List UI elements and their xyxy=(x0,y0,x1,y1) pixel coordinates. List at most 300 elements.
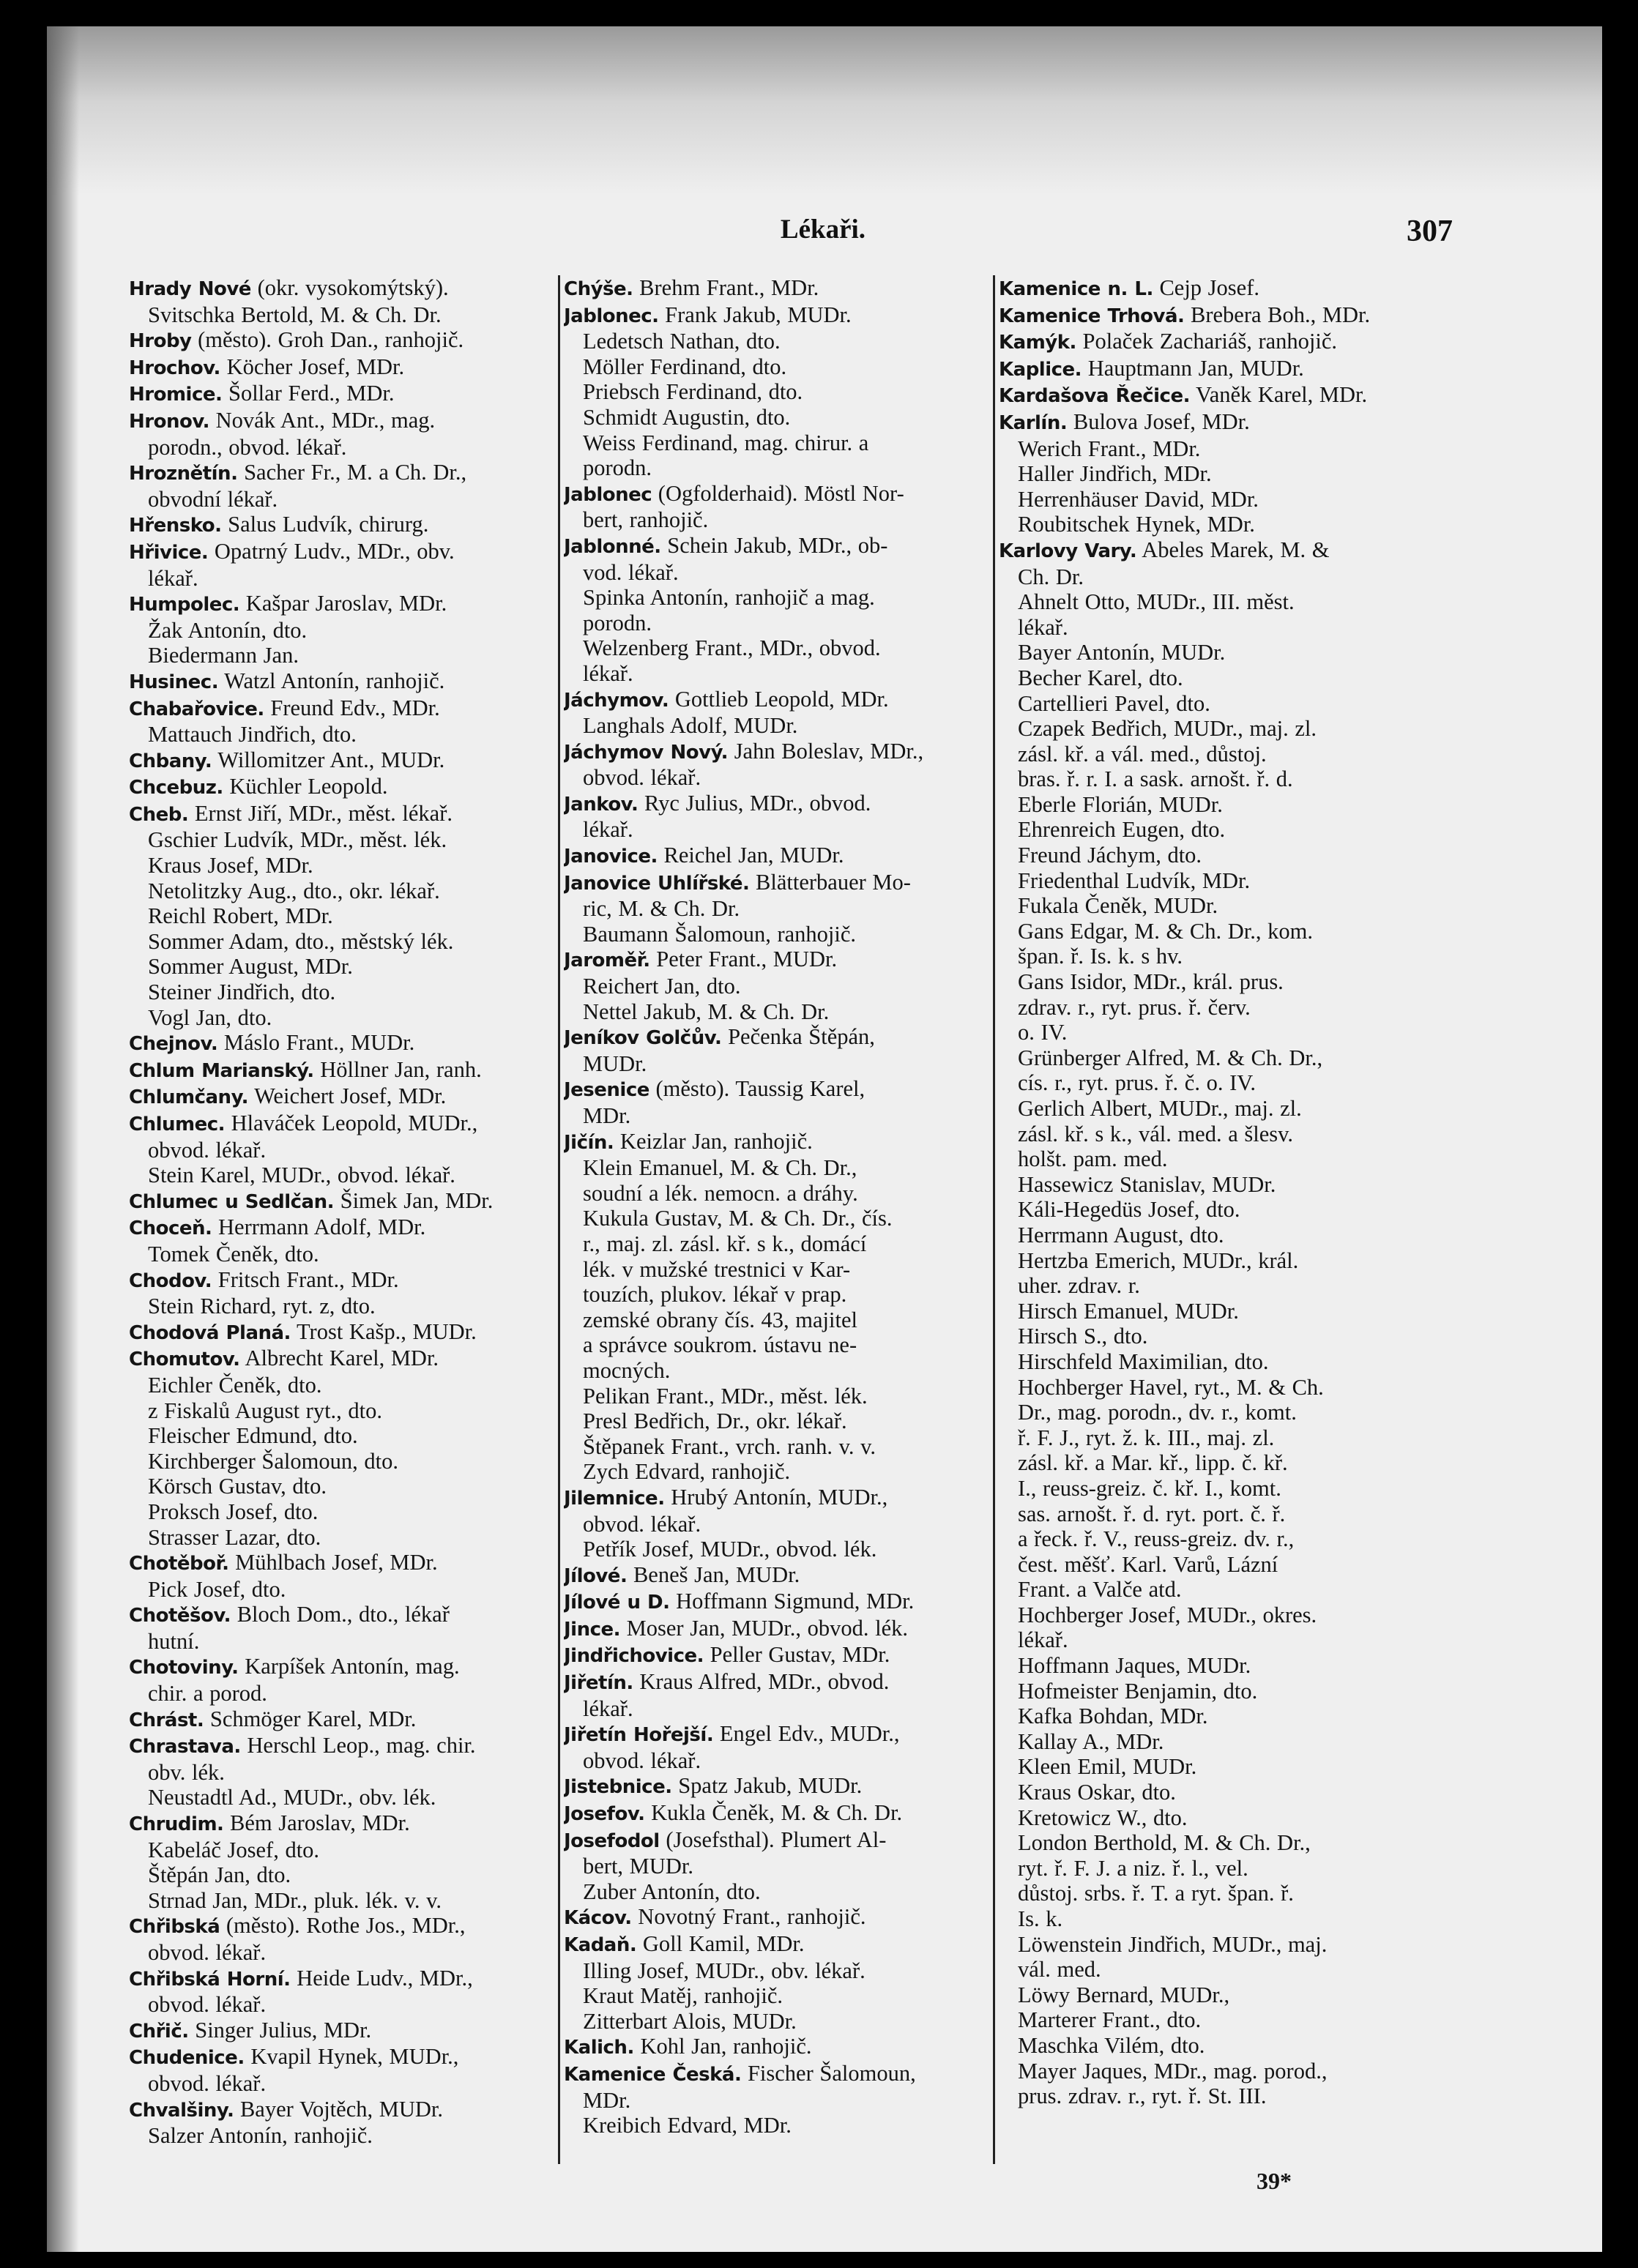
continuation-line xyxy=(999,665,1442,691)
continuation-line xyxy=(999,1627,1442,1653)
continuation-line xyxy=(999,1324,1442,1349)
continuation-line xyxy=(999,893,1442,919)
entry-text: zásl. kř. a Mar. kř., lipp. č. kř. xyxy=(1018,1450,1288,1476)
entry-text: Zuber Antonín, dto. xyxy=(583,1879,761,1904)
continuation-line xyxy=(129,1785,573,1810)
entry-text: bert, ranhojič. xyxy=(583,507,709,533)
entry-text: Opatrný Ludv., MDr., obv. xyxy=(208,538,455,564)
continuation-line xyxy=(999,589,1442,615)
continuation-line xyxy=(999,969,1442,995)
place-name: Jeníkov Golčův. xyxy=(564,1027,722,1050)
continuation-line xyxy=(564,999,1008,1025)
entry-text: Körsch Gustav, dto. xyxy=(148,1474,327,1499)
continuation-line xyxy=(564,1155,1008,1181)
entry-line xyxy=(129,381,573,408)
entry-text: Fischer Šalomoun, xyxy=(741,2060,916,2086)
continuation-line xyxy=(999,1780,1442,1805)
continuation-line xyxy=(999,1552,1442,1578)
continuation-line xyxy=(129,954,573,980)
entry-text: Hertzba Emerich, MUDr., král. xyxy=(1018,1247,1299,1273)
place-name: Jablonec xyxy=(564,483,652,506)
continuation-line xyxy=(999,2084,1442,2109)
continuation-line xyxy=(999,1830,1442,1856)
place-name: Hrochov. xyxy=(129,357,220,379)
entry-text: obvod. lékař. xyxy=(148,1940,267,1965)
continuation-line xyxy=(564,1512,1008,1537)
entry-text: mocných. xyxy=(583,1357,671,1383)
continuation-line xyxy=(999,766,1442,792)
entry-line xyxy=(564,1931,1008,1958)
continuation-line xyxy=(564,585,1008,611)
entry-text: Heide Ludv., MDr., xyxy=(290,1965,473,1991)
continuation-line xyxy=(564,1103,1008,1129)
continuation-line xyxy=(129,1242,573,1267)
entry-text: Žak Antonín, dto. xyxy=(148,617,308,643)
entry-line xyxy=(564,481,1008,508)
continuation-line xyxy=(564,1958,1008,1984)
entry-line xyxy=(129,1602,573,1629)
continuation-line xyxy=(129,1474,573,1499)
entry-text: Petřík Josef, MUDr., obvod. lék. xyxy=(583,1537,877,1562)
place-name: Chodová Planá. xyxy=(129,1321,291,1344)
continuation-line xyxy=(129,1838,573,1863)
continuation-line xyxy=(129,1862,573,1888)
entry-text: Zitterbart Alois, MUDr. xyxy=(583,2008,797,2034)
entry-text: Moser Jan, MUDr., obvod. lék. xyxy=(620,1615,909,1641)
place-name: Jáchymov Nový. xyxy=(564,741,729,764)
entry-line xyxy=(129,668,573,695)
continuation-line xyxy=(129,1525,573,1551)
entry-text: Hochberger Havel, ryt., M. & Ch. xyxy=(1018,1374,1324,1400)
continuation-line xyxy=(129,1138,573,1163)
continuation-line xyxy=(999,1932,1442,1958)
entry-text: Albrecht Karel, MDr. xyxy=(239,1346,439,1371)
continuation-line xyxy=(999,487,1442,512)
entry-text: Blätterbauer Mo- xyxy=(749,869,911,895)
continuation-line xyxy=(999,1679,1442,1704)
continuation-line xyxy=(999,640,1442,665)
running-title: Lékaři. xyxy=(780,215,866,245)
place-name: Husinec. xyxy=(129,671,219,693)
entry-text: Svitschka Bertold, M. & Ch. Dr. xyxy=(148,302,442,327)
entry-text: Hoffmann Sigmund, MDr. xyxy=(669,1589,915,1614)
entry-text: Hauptmann Jan, MUDr. xyxy=(1082,355,1304,381)
continuation-line xyxy=(564,974,1008,999)
entry-text: Löwy Bernard, MUDr., xyxy=(1018,1982,1230,2007)
entry-line xyxy=(129,1966,573,1993)
entry-text: Brehm Frant., MDr. xyxy=(633,275,819,300)
entry-text: Dr., mag. porodn., dv. r., komt. xyxy=(1018,1400,1297,1425)
entry-text: obvod. lékař. xyxy=(148,2070,267,2096)
entry-text: Pick Josef, dto. xyxy=(148,1576,286,1602)
continuation-line xyxy=(999,1248,1442,1274)
entry-line xyxy=(564,1562,1008,1589)
place-name: Jiřetín. xyxy=(564,1672,633,1695)
entry-line xyxy=(129,1706,573,1734)
entry-text: Maschka Vilém, dto. xyxy=(1018,2032,1205,2058)
place-name: Jesenice xyxy=(564,1079,649,1102)
continuation-line xyxy=(129,1373,573,1398)
entry-text: Abeles Marek, M. & xyxy=(1136,537,1330,562)
entry-line xyxy=(564,947,1008,974)
entry-text: lékař. xyxy=(583,1696,633,1721)
entry-text: (Ogfolderhaid). Möstl Nor- xyxy=(652,480,904,506)
continuation-line xyxy=(999,944,1442,969)
entry-text: I., reuss-greiz. č. kř. I., komt. xyxy=(1018,1475,1281,1501)
place-name: Jince. xyxy=(564,1618,621,1641)
continuation-line xyxy=(129,1423,573,1449)
entry-text: lékař. xyxy=(583,660,633,686)
continuation-line xyxy=(129,1294,573,1319)
entry-line xyxy=(129,1083,573,1111)
entry-text: obv. lék. xyxy=(148,1759,225,1785)
entry-text: Kretowicz W., dto. xyxy=(1018,1805,1188,1830)
continuation-line xyxy=(129,980,573,1005)
entry-text: Herschl Leop., mag. chir. xyxy=(240,1733,476,1758)
entry-text: Hochberger Josef, MUDr., okres. xyxy=(1018,1602,1317,1627)
entry-text: zásl. kř. s k., vál. med. a šlesv. xyxy=(1018,1121,1294,1146)
entry-text: Stein Karel, MUDr., obvod. lékař. xyxy=(148,1163,455,1188)
entry-text: Freund Jáchym, dto. xyxy=(1018,843,1202,868)
place-name: Hroby xyxy=(129,330,192,353)
entry-text: Kraus Alfred, MDr., obvod. xyxy=(633,1669,890,1695)
entry-text: Engel Edv., MUDr., xyxy=(713,1721,900,1747)
entry-text: Hoffmann Jaques, MUDr. xyxy=(1018,1653,1251,1679)
entry-text: Kukla Čeněk, M. & Ch. Dr. xyxy=(644,1800,903,1826)
entry-line xyxy=(129,695,573,723)
entry-text: Hlaváček Leopold, MUDr., xyxy=(225,1111,478,1135)
entry-text: Werich Frant., MDr. xyxy=(1018,436,1201,461)
continuation-line xyxy=(564,329,1008,354)
entry-text: Hofmeister Benjamin, dto. xyxy=(1018,1678,1258,1704)
entry-text: Štěpanek Frant., vrch. ranh. v. v. xyxy=(583,1433,876,1459)
column-2 xyxy=(564,275,1008,2164)
continuation-line xyxy=(999,1273,1442,1299)
continuation-line xyxy=(999,995,1442,1021)
entry-line xyxy=(999,329,1442,356)
entry-text: Hassewicz Stanislav, MUDr. xyxy=(1018,1171,1276,1197)
entry-line xyxy=(564,739,1008,766)
entry-text: (město). Groh Dan., ranhojič. xyxy=(191,327,464,353)
continuation-line xyxy=(564,1879,1008,1905)
continuation-line xyxy=(564,1358,1008,1384)
place-name: Kamýk. xyxy=(999,332,1076,354)
entry-line xyxy=(564,1076,1008,1103)
continuation-line xyxy=(564,1257,1008,1283)
continuation-line xyxy=(999,1020,1442,1045)
continuation-line xyxy=(564,430,1008,456)
place-name: Jindřichovice. xyxy=(564,1645,704,1668)
place-name: Karlín. xyxy=(999,411,1068,434)
place-name: Chrást. xyxy=(129,1709,204,1731)
entry-text: Šollar Ferd., MDr. xyxy=(222,381,395,406)
entry-line xyxy=(129,1733,573,1760)
continuation-line xyxy=(999,1957,1442,1982)
entry-text: Frant. a Valče atd. xyxy=(1018,1577,1182,1603)
place-name: Josefodol xyxy=(564,1829,660,1852)
entry-text: Gerlich Albert, MUDr., maj. zl. xyxy=(1018,1096,1302,1121)
entry-text: Weichert Josef, MDr. xyxy=(248,1083,447,1109)
continuation-line xyxy=(129,618,573,644)
place-name: Chrudim. xyxy=(129,1813,224,1836)
place-name: Chrastava. xyxy=(129,1736,241,1758)
entry-text: Salus Ludvík, chirurg. xyxy=(221,512,429,537)
entry-text: Neustadtl Ad., MUDr., obv. lék. xyxy=(148,1785,436,1810)
continuation-line xyxy=(129,1449,573,1474)
entry-text: Kreibich Edvard, MDr. xyxy=(583,2113,792,2138)
entry-text: zásl. kř. a vál. med., důstoj. xyxy=(1018,741,1267,766)
place-name: Chotěboř. xyxy=(129,1553,229,1575)
entry-text: Mattauch Jindřich, dto. xyxy=(148,722,357,747)
entry-line xyxy=(129,1057,573,1084)
entry-text: porodn. xyxy=(583,455,652,481)
entry-text: Steiner Jindřich, dto. xyxy=(148,980,336,1005)
entry-text: Kraus Josef, MDr. xyxy=(148,853,313,879)
entry-text: Mayer Jaques, MDr., mag. porod., xyxy=(1018,2058,1328,2084)
entry-text: Löwenstein Jindřich, MUDr., maj. xyxy=(1018,1931,1328,1957)
entry-line xyxy=(129,774,573,801)
entry-text: Ryc Julius, MDr., obvod. xyxy=(638,790,871,816)
continuation-line xyxy=(564,1308,1008,1333)
entry-line xyxy=(564,1721,1008,1748)
continuation-line xyxy=(129,827,573,853)
continuation-line xyxy=(564,507,1008,533)
entry-text: porodn., obvod. lékař. xyxy=(148,434,347,460)
entry-text: důstoj. srbs. ř. T. a ryt. špan. ř. xyxy=(1018,1881,1294,1906)
entry-line xyxy=(564,533,1008,560)
continuation-line xyxy=(999,817,1442,843)
place-name: Chejnov. xyxy=(129,1033,218,1056)
continuation-line xyxy=(129,2071,573,2097)
entry-text: Gans Isidor, MDr., král. prus. xyxy=(1018,969,1284,995)
place-name: Jílové u D. xyxy=(564,1592,670,1614)
continuation-line xyxy=(999,1526,1442,1552)
entry-text: Nettel Jakub, M. & Ch. Dr. xyxy=(583,999,830,1024)
entry-text: Priebsch Ferdinand, dto. xyxy=(583,379,803,405)
entry-text: ryt. ř. F. J. a niz. ř. l., vel. xyxy=(1018,1855,1248,1881)
entry-text: Hirsch S., dto. xyxy=(1018,1324,1148,1349)
entry-text: vod. lékař. xyxy=(583,559,679,585)
entry-text: Štěpán Jan, dto. xyxy=(148,1862,291,1888)
entry-text: Herrmann Adolf, MDr. xyxy=(212,1215,426,1240)
entry-text: Pečenka Štěpán, xyxy=(721,1024,875,1050)
continuation-line xyxy=(129,853,573,879)
entry-text: lékař. xyxy=(1018,1627,1068,1653)
entry-text: Eichler Čeněk, dto. xyxy=(148,1372,322,1398)
entry-line xyxy=(564,1616,1008,1643)
place-name: Chlumčany. xyxy=(129,1086,249,1109)
entry-text: lékař. xyxy=(148,565,198,591)
entry-text: Singer Julius, MDr. xyxy=(188,2017,372,2043)
continuation-line xyxy=(999,792,1442,818)
entry-text: špan. ř. Is. k. s hv. xyxy=(1018,944,1183,969)
entry-text: Vaněk Karel, MDr. xyxy=(1189,382,1368,408)
entry-text: zemské obrany čís. 43, majitel xyxy=(583,1307,857,1332)
continuation-line xyxy=(999,512,1442,537)
entry-text: Bayer Vojtěch, MUDr. xyxy=(234,2096,444,2122)
entry-text: MDr. xyxy=(583,1103,631,1128)
entry-text: Kabeláč Josef, dto. xyxy=(148,1837,320,1862)
place-name: Humpolec. xyxy=(129,594,240,616)
place-name: Chřič. xyxy=(129,2020,189,2043)
place-name: Hroznětín. xyxy=(129,463,238,485)
place-name: Jáchymov. xyxy=(564,689,669,712)
entry-text: Bulova Josef, MDr. xyxy=(1067,409,1250,434)
entry-text: London Berthold, M. & Ch. Dr., xyxy=(1018,1830,1311,1856)
continuation-line xyxy=(564,1459,1008,1485)
entry-text: Cejp Josef. xyxy=(1153,275,1259,300)
continuation-line xyxy=(999,716,1442,742)
entry-text: Beneš Jan, MUDr. xyxy=(627,1562,800,1587)
place-name: Jankov. xyxy=(564,793,639,816)
entry-text: obvodní lékař. xyxy=(148,486,278,512)
continuation-line xyxy=(999,1375,1442,1400)
entry-text: bras. ř. r. I. a sask. arnošt. ř. d. xyxy=(1018,766,1293,792)
continuation-line xyxy=(999,1400,1442,1425)
entry-text: cís. r., ryt. prus. ř. č. o. IV. xyxy=(1018,1070,1256,1096)
continuation-line xyxy=(564,354,1008,380)
continuation-line xyxy=(999,1450,1442,1476)
continuation-line xyxy=(129,435,573,460)
continuation-line xyxy=(999,1096,1442,1122)
entry-line xyxy=(564,1827,1008,1854)
entry-text: Novák Ant., MDr., mag. xyxy=(209,407,436,433)
place-name: Hřensko. xyxy=(129,515,222,537)
place-name: Kardašova Řečice. xyxy=(999,385,1190,408)
entry-text: Watzl Antonín, ranhojič. xyxy=(218,668,445,693)
entry-text: Schmöger Karel, MDr. xyxy=(204,1706,417,1731)
continuation-line xyxy=(564,1537,1008,1562)
continuation-line xyxy=(999,868,1442,894)
continuation-line xyxy=(129,929,573,955)
place-name: Janovice Uhlířské. xyxy=(564,872,750,895)
entry-text: Presl Bedřich, Dr., okr. lékař. xyxy=(583,1409,847,1434)
continuation-line xyxy=(129,722,573,747)
place-name: Kamenice n. L. xyxy=(999,278,1153,300)
entry-line xyxy=(564,687,1008,714)
place-name: Hronov. xyxy=(129,410,210,433)
place-name: Chbany. xyxy=(129,750,212,772)
continuation-line xyxy=(999,1704,1442,1729)
entry-line xyxy=(129,1188,573,1215)
entry-text: (město). Taussig Karel, xyxy=(649,1076,865,1102)
entry-text: lékař. xyxy=(1018,614,1068,640)
entry-text: Goll Kamil, MDr. xyxy=(636,1931,805,1956)
continuation-line xyxy=(564,1181,1008,1206)
entry-line xyxy=(999,356,1442,383)
place-name: Jilemnice. xyxy=(564,1487,665,1510)
entry-line xyxy=(564,1800,1008,1827)
continuation-line xyxy=(564,896,1008,922)
entry-text: čest. měšť. Karl. Varů, Lázní xyxy=(1018,1551,1278,1577)
continuation-line xyxy=(999,564,1442,590)
place-name: Chcebuz. xyxy=(129,777,223,799)
entry-text: Proksch Josef, dto. xyxy=(148,1499,319,1524)
entry-text: z Fiskalů August ryt., dto. xyxy=(148,1398,383,1423)
entry-text: hutní. xyxy=(148,1628,200,1654)
entry-line xyxy=(564,1669,1008,1696)
entry-text: Mühlbach Josef, MDr. xyxy=(228,1550,438,1575)
entry-line xyxy=(564,1904,1008,1931)
entry-text: lékař. xyxy=(583,817,633,843)
continuation-line xyxy=(999,461,1442,487)
column-divider xyxy=(993,275,995,2164)
continuation-line xyxy=(999,1653,1442,1679)
continuation-line xyxy=(564,1231,1008,1257)
entry-text: o. IV. xyxy=(1018,1020,1068,1045)
entry-line xyxy=(129,2097,573,2124)
continuation-line xyxy=(999,2033,1442,2059)
continuation-line xyxy=(564,1854,1008,1879)
continuation-line xyxy=(999,1476,1442,1502)
entry-text: Hrubý Antonín, MUDr., xyxy=(664,1484,888,1510)
place-name: Chotoviny. xyxy=(129,1657,239,1679)
entry-line xyxy=(999,409,1442,436)
entry-text: Baumann Šalomoun, ranhojič. xyxy=(583,921,857,947)
entry-text: Bém Jaroslav, MDr. xyxy=(223,1810,410,1836)
entry-text: Spinka Antonín, ranhojič a mag. xyxy=(583,585,875,611)
entry-line xyxy=(564,1129,1008,1156)
place-name: Jílové. xyxy=(564,1564,628,1587)
continuation-line xyxy=(564,1332,1008,1358)
entry-text: Peller Gustav, MDr. xyxy=(704,1642,890,1668)
entry-line xyxy=(564,1485,1008,1512)
entry-text: bert, MUDr. xyxy=(583,1854,693,1879)
continuation-line xyxy=(999,1146,1442,1172)
page-number: 307 xyxy=(1407,215,1453,248)
entry-text: Grünberger Alfred, M. & Ch. Dr., xyxy=(1018,1045,1323,1070)
entry-line xyxy=(129,408,573,435)
entry-line xyxy=(564,870,1008,897)
entry-text: Gans Edgar, M. & Ch. Dr., kom. xyxy=(1018,918,1313,944)
column-divider xyxy=(558,275,560,2164)
continuation-line xyxy=(564,1983,1008,2009)
continuation-line xyxy=(129,1888,573,1914)
place-name: Choceň. xyxy=(129,1217,212,1240)
continuation-line xyxy=(564,1748,1008,1774)
continuation-line xyxy=(564,635,1008,661)
entry-text: (Josefsthal). Plumert Al- xyxy=(659,1827,887,1852)
entry-line xyxy=(564,302,1008,329)
continuation-line xyxy=(999,1425,1442,1451)
entry-text: Illing Josef, MUDr., obv. lékař. xyxy=(583,1958,865,1983)
entry-line xyxy=(564,2061,1008,2088)
place-name: Chotěšov. xyxy=(129,1605,231,1627)
entry-text: Roubitschek Hynek, MDr. xyxy=(1018,512,1255,537)
entry-text: Frank Jakub, MUDr. xyxy=(658,302,852,327)
place-name: Josefov. xyxy=(564,1803,645,1826)
entry-text: uher. zdrav. r. xyxy=(1018,1273,1140,1299)
entry-line xyxy=(129,512,573,539)
entry-line xyxy=(129,539,573,566)
entry-line xyxy=(129,1111,573,1138)
entry-text: Möller Ferdinand, dto. xyxy=(583,354,787,379)
entry-text: Karpíšek Antonín, mag. xyxy=(238,1654,460,1679)
continuation-line xyxy=(999,615,1442,641)
entry-text: Bloch Dom., dto., lékař xyxy=(231,1602,450,1627)
entry-line xyxy=(564,1589,1008,1616)
entry-line xyxy=(999,382,1442,409)
continuation-line xyxy=(129,643,573,668)
entry-line xyxy=(129,327,573,354)
entry-text: vál. med. xyxy=(1018,1957,1101,1982)
entry-text: Fritsch Frant., MDr. xyxy=(212,1267,399,1292)
entry-text: Marterer Frant., dto. xyxy=(1018,2007,1202,2033)
place-name: Chřibská xyxy=(129,1916,220,1939)
entry-text: Ehrenreich Eugen, dto. xyxy=(1018,817,1226,843)
entry-text: Schein Jakub, MDr., ob- xyxy=(660,532,888,558)
entry-text: Máslo Frant., MUDr. xyxy=(217,1030,415,1056)
